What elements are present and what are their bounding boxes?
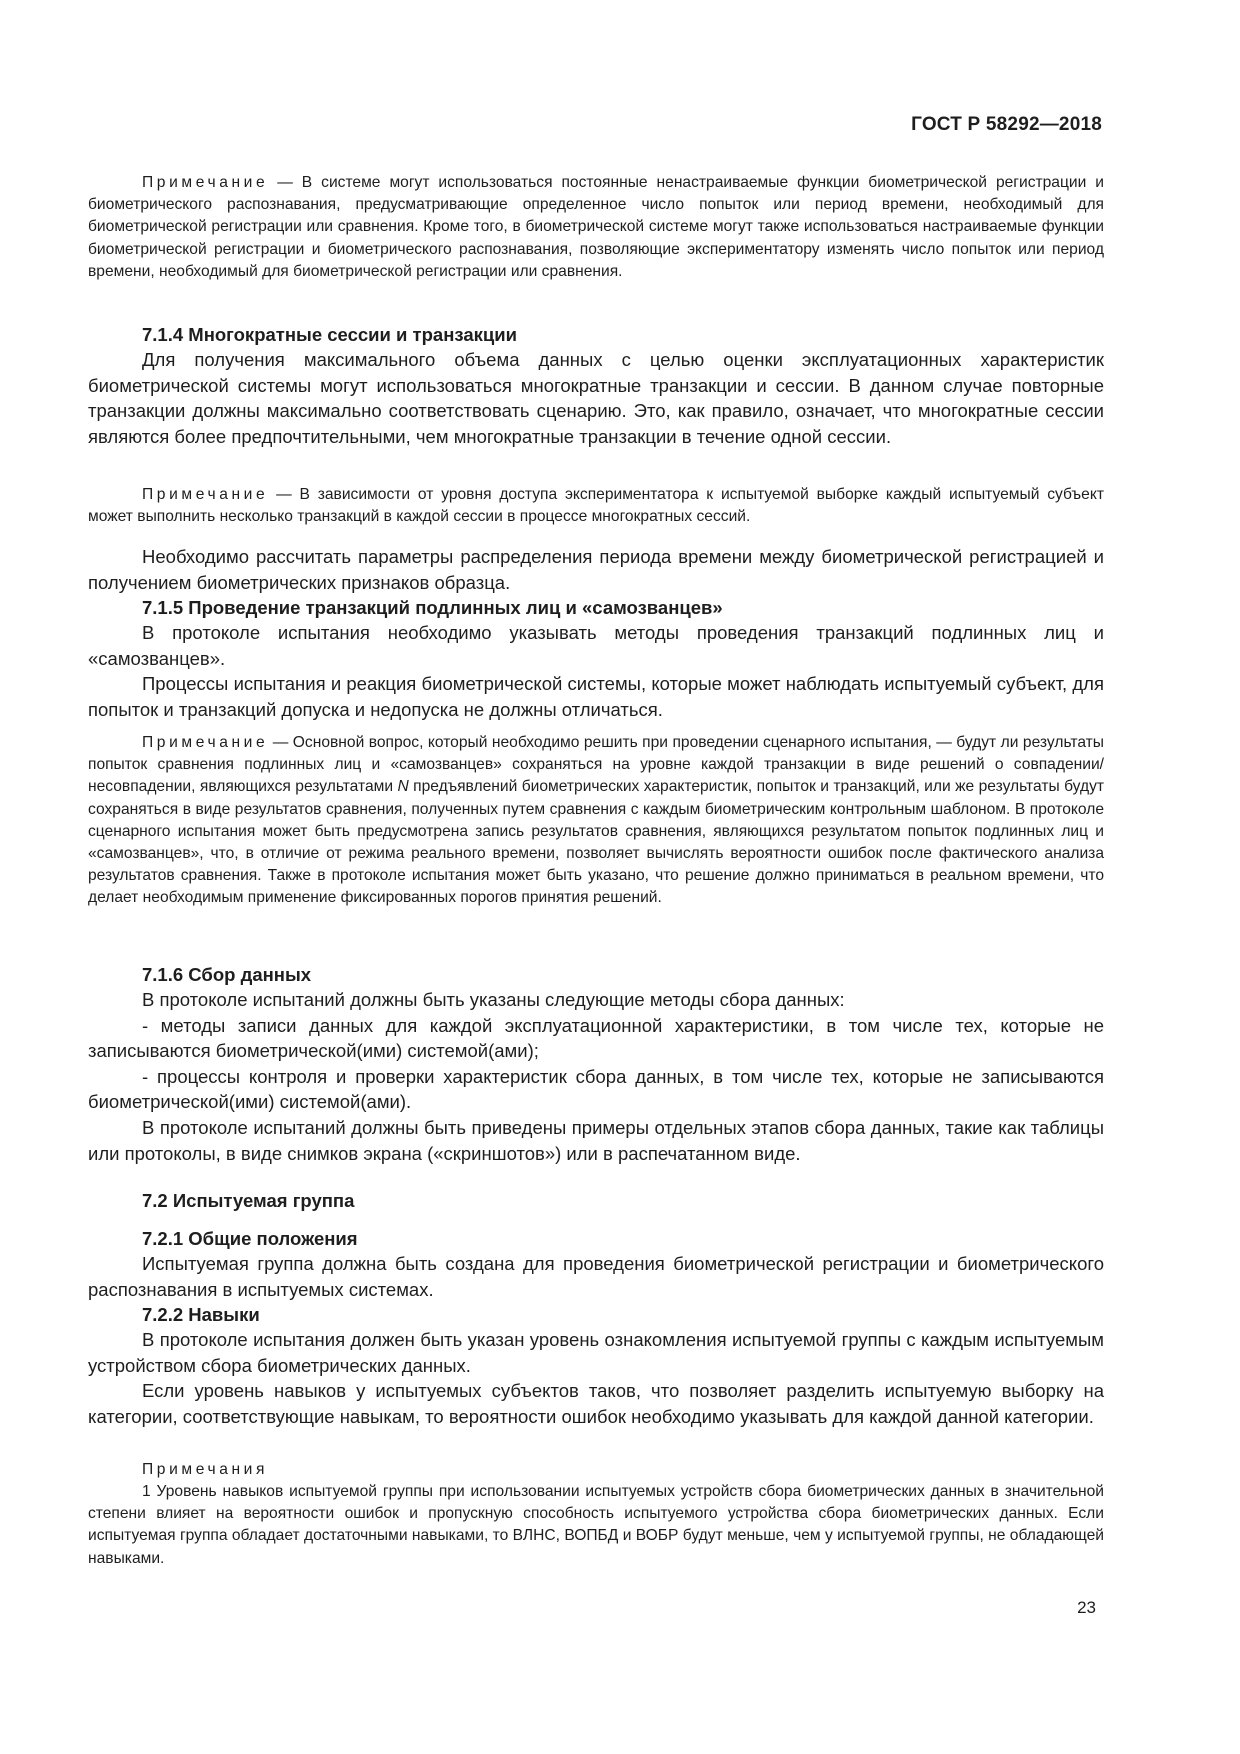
document-code: ГОСТ Р 58292—2018 bbox=[911, 114, 1102, 135]
heading-7-2: 7.2 Испытуемая группа bbox=[142, 1190, 355, 1211]
heading-7-2-1: 7.2.1 Общие положения bbox=[142, 1228, 358, 1249]
note-variable-n: N bbox=[397, 778, 409, 796]
note-label: Примечание bbox=[142, 174, 269, 191]
list-item: - процессы контроля и проверки характеристик сбора данных, в том числе тех, которые не записываются биометрической(ими) системой(ами). bbox=[88, 1065, 1104, 1113]
note-text: предъявлений биометрических характеристик, попыток и транзакций, или же результаты будут сохраняться в виде результатов сравнения, полученных путем сравнения с каждым биометрическим контрольным шаблоном. В протоколе сценарного испытания может быть предусмотрена запись результатов сравнения, являющихся результатом попыток подлинных лиц и «самозванцев», что, в отличие от режима реального времени, позволяет вычислять вероятности ошибок после фактического анализа результатов сравнения. Также в протоколе испытания может быть указано, что решение должно приниматься в реальном времени, что делает необходимым применение фиксированных порогов принятия решений. bbox=[88, 778, 1105, 907]
notes-label: Примечания bbox=[142, 1461, 269, 1478]
heading-7-1-4: 7.1.4 Многократные сессии и транзакции bbox=[142, 324, 517, 345]
note-label: Примечание bbox=[142, 486, 269, 503]
note-text: — Основной вопрос, который необходимо решить при проведении сценарного испытания, — будут ли результаты попыток сравнения подлинных лиц и «самозванцев» сохраняться на уровне каждой транзакции в виде решений о совпадении/несовпадении, являющихся результатами bbox=[88, 734, 1104, 796]
note-multiple-sessions bbox=[88, 484, 1104, 528]
note-text: — В системе могут использоваться постоянные ненастраиваемые функции биометрической регистрации и биометрического распознавания, предусматривающие определенное число попыток или период времени, необходимый для биометрической регистрации или сравнения. Кроме того, в биометрической системе могут также использоваться настраиваемые функции биометрической регистрации и биометрического распознавания, позволяющие экспериментатору изменять число попыток или период времени, необходимый для биометрической регистрации или сравнения. bbox=[88, 174, 1104, 280]
paragraph: Для получения максимального объема данных с целью оценки эксплуатационных характеристик биометрической системы могут использоваться многократные транзакции и сессии. В данном случае повторные транзакции должны максимально соответствовать сценарию. Это, как правило, означает, что многократные сессии являются более предпочтительными, чем многократные транзакции в течение одной сессии. bbox=[88, 349, 1104, 447]
heading-7-1-6: 7.1.6 Сбор данных bbox=[142, 964, 312, 985]
section-7-1-6 bbox=[88, 962, 1104, 1166]
paragraph: Если уровень навыков у испытуемых субъектов таков, что позволяет разделить испытуемую выборку на категории, соответствующие навыкам, то вероятности ошибок необходимо указывать для каждой данной категории. bbox=[88, 1380, 1104, 1427]
notes-skills bbox=[88, 1459, 1104, 1570]
paragraph: Процессы испытания и реакция биометрической системы, которые может наблюдать испытуемый субъект, для попыток и транзакций допуска и недопуска не должны отличаться. bbox=[88, 673, 1104, 720]
note-system-functions bbox=[88, 172, 1104, 283]
note-item: 1 Уровень навыков испытуемой группы при использовании испытуемых устройств сбора биометрических данных в значительной степени влияет на вероятности ошибок и пропускную способность испытуемого устройства сбора биометрических данных. Если испытуемая группа обладает достаточными навыками, то ВЛНС, ВОПБД и ВОБР будут меньше, чем у испытуемой группы, не обладающей навыками. bbox=[88, 1483, 1104, 1567]
note-scenario-testing bbox=[88, 732, 1104, 910]
heading-7-2-2: 7.2.2 Навыки bbox=[142, 1304, 260, 1326]
section-7-1-4-continued bbox=[88, 544, 1104, 723]
paragraph: В протоколе испытания необходимо указывать методы проведения транзакций подлинных лиц и «самозванцев». bbox=[88, 622, 1104, 669]
paragraph: В протоколе испытаний должны быть указаны следующие методы сбора данных: bbox=[142, 989, 845, 1010]
paragraph: В протоколе испытаний должны быть приведены примеры отдельных этапов сбора данных, такие как таблицы или протоколы, в виде снимков экрана («скриншотов») или в распечатанном виде. bbox=[88, 1116, 1104, 1164]
heading-7-1-5: 7.1.5 Проведение транзакций подлинных лиц и «самозванцев» bbox=[142, 597, 723, 619]
paragraph: Испытуемая группа должна быть создана для проведения биометрической регистрации и биометрического распознавания в испытуемых системах. bbox=[88, 1253, 1104, 1300]
note-label: Примечание bbox=[142, 734, 269, 751]
section-7-2 bbox=[88, 1188, 1104, 1213]
section-7-1-4 bbox=[88, 322, 1104, 449]
paragraph: В протоколе испытания должен быть указан уровень ознакомления испытуемой группы с каждым испытуемым устройством сбора биометрических данных. bbox=[88, 1329, 1104, 1376]
page-number: 23 bbox=[1077, 1598, 1096, 1617]
paragraph: Необходимо рассчитать параметры распределения периода времени между биометрической регистрацией и получением биометрических признаков образца. bbox=[88, 546, 1104, 593]
list-item: - методы записи данных для каждой эксплуатационной характеристики, в том числе тех, которые не записываются биометрической(ими) системой(ами); bbox=[88, 1014, 1104, 1062]
section-7-2-1 bbox=[88, 1226, 1104, 1430]
note-text: — В зависимости от уровня доступа экспериментатора к испытуемой выборке каждый испытуемый субъект может выполнить несколько транзакций в каждой сессии в процессе многократных сессий. bbox=[88, 486, 1104, 526]
